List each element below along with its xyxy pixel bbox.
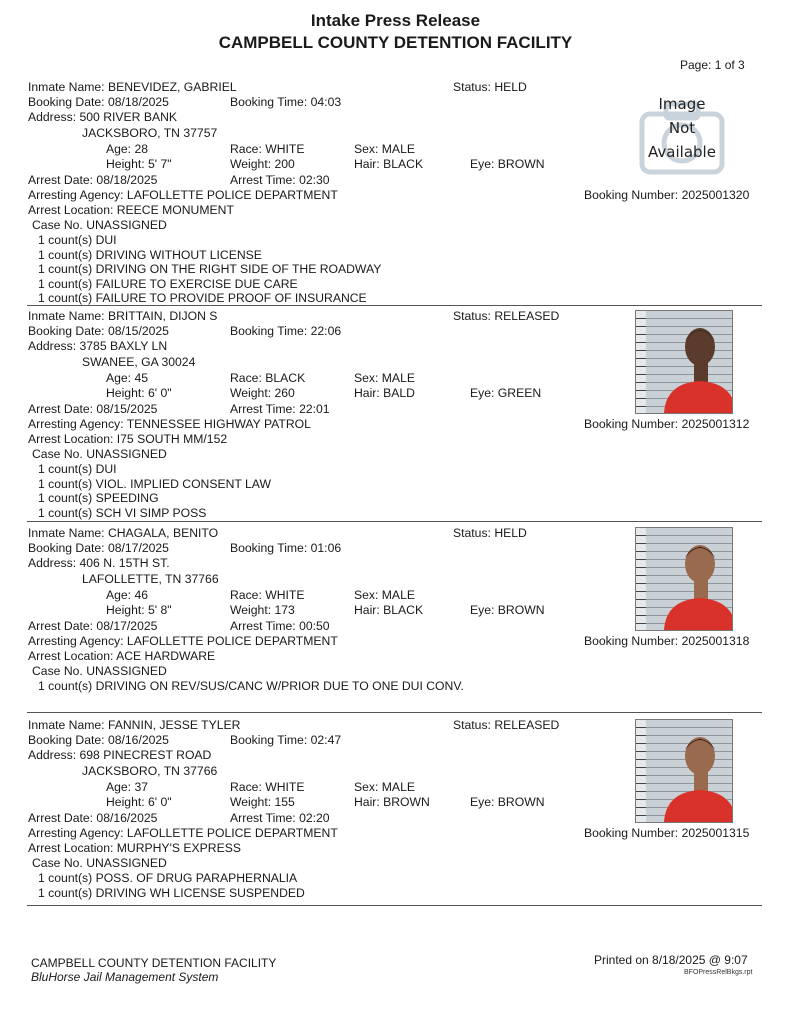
eye (470, 795, 545, 809)
age-label: Age: (106, 142, 132, 156)
arrest-time-value: 22:01 (299, 402, 330, 416)
race (230, 371, 305, 385)
arrest-date-label: Arrest Date: (28, 173, 94, 187)
height (106, 386, 172, 400)
arresting-agency-value: LAFOLLETTE POLICE DEPARTMENT (126, 188, 338, 202)
address-line-2: JACKSBORO, TN 37757 (82, 126, 218, 140)
charge-line: 1 count(s) DRIVING ON THE RIGHT SIDE OF THE ROADWAY (38, 262, 382, 276)
inmate-name (28, 526, 218, 540)
race-value: BLACK (265, 371, 306, 385)
booking-number-value: 2025001320 (681, 188, 750, 202)
record-separator (27, 521, 762, 522)
age (106, 588, 148, 602)
case-number-value: UNASSIGNED (86, 218, 167, 232)
hair-value: BLACK (383, 157, 424, 171)
status-label: Status: (453, 80, 491, 94)
arrest-location-label: Arrest Location: (28, 203, 114, 217)
arrest-time-label: Arrest Time: (230, 619, 296, 633)
booking-time-label: Booking Time: (230, 733, 308, 747)
race-value: WHITE (265, 780, 305, 794)
person-silhouette (636, 528, 732, 630)
arrest-time-label: Arrest Time: (230, 173, 296, 187)
arrest-location-label: Arrest Location: (28, 649, 114, 663)
address-label: Address: (28, 556, 77, 570)
booking-time (230, 95, 341, 109)
weight-label: Weight: (230, 386, 272, 400)
status (453, 309, 559, 323)
height (106, 603, 172, 617)
case-number-label: Case No. (32, 856, 83, 870)
charge-line: 1 count(s) SPEEDING (38, 491, 159, 505)
booking-time (230, 324, 341, 338)
arrest-date (28, 402, 157, 416)
arrest-location (28, 432, 227, 446)
arrest-date (28, 811, 157, 825)
height (106, 795, 172, 809)
booking-number-label: Booking Number: (584, 417, 679, 431)
eye-value: GREEN (497, 386, 542, 400)
hair-value: BALD (383, 386, 415, 400)
age (106, 142, 148, 156)
arrest-location-label: Arrest Location: (28, 841, 114, 855)
age-label: Age: (106, 780, 132, 794)
height-value: 5' 8" (148, 603, 172, 617)
charge-line: 1 count(s) DRIVING ON REV/SUS/CANC W/PRIOR DUE TO ONE DUI CONV. (38, 679, 464, 693)
status-label: Status: (453, 309, 491, 323)
height-value: 6' 0" (148, 386, 172, 400)
record-separator (27, 905, 762, 906)
eye (470, 603, 545, 617)
footer-facility: CAMPBELL COUNTY DETENTION FACILITY (31, 956, 277, 970)
sex (354, 142, 415, 156)
inmate-name-label: Inmate Name: (28, 718, 105, 732)
case-number (32, 856, 167, 870)
address-value: 698 PINECREST ROAD (79, 748, 212, 762)
case-number-value: UNASSIGNED (86, 664, 167, 678)
status-value: RELEASED (494, 309, 560, 323)
charge-line: 1 count(s) DRIVING WH LICENSE SUSPENDED (38, 885, 305, 900)
address-line-2: JACKSBORO, TN 37766 (82, 764, 218, 778)
weight-label: Weight: (230, 603, 272, 617)
charge-line: 1 count(s) DRIVING WITHOUT LICENSE (38, 247, 262, 262)
inmate-name-label: Inmate Name: (28, 80, 105, 94)
status (453, 718, 559, 732)
height-value: 5' 7" (148, 157, 172, 171)
case-number (32, 664, 167, 678)
arrest-time-label: Arrest Time: (230, 811, 296, 825)
booking-date (28, 95, 169, 109)
address-label: Address: (28, 748, 77, 762)
sex-label: Sex: (354, 780, 379, 794)
report-filename: BFOPressRelBkgs.rpt (684, 969, 753, 976)
hair-value: BLACK (383, 603, 424, 617)
arrest-date (28, 619, 157, 633)
eye-value: BROWN (497, 157, 545, 171)
arresting-agency-label: Arresting Agency: (28, 634, 124, 648)
address (28, 556, 170, 570)
age-label: Age: (106, 371, 132, 385)
image-not-available (634, 92, 730, 184)
inmate-name (28, 718, 240, 732)
arresting-agency-value: TENNESSEE HIGHWAY PATROL (126, 417, 311, 431)
case-number-value: UNASSIGNED (86, 447, 167, 461)
printed-timestamp: Printed on 8/18/2025 @ 9:07 (594, 953, 748, 967)
booking-number-label: Booking Number: (584, 826, 679, 840)
weight-label: Weight: (230, 157, 272, 171)
address-label: Address: (28, 110, 77, 124)
age-value: 46 (134, 588, 149, 602)
arrest-date-label: Arrest Date: (28, 811, 94, 825)
image-not-available-text: Not (668, 119, 696, 137)
arrest-date-value: 08/17/2025 (96, 619, 158, 633)
arrest-time-label: Arrest Time: (230, 402, 296, 416)
height-label: Height: (106, 386, 145, 400)
inmate-name-label: Inmate Name: (28, 309, 105, 323)
booking-date-label: Booking Date: (28, 95, 105, 109)
sex-value: MALE (381, 371, 415, 385)
weight (230, 157, 295, 171)
age-label: Age: (106, 588, 132, 602)
sex-value: MALE (381, 588, 415, 602)
weight-value: 260 (274, 386, 295, 400)
weight-value: 200 (274, 157, 295, 171)
eye-label: Eye: (470, 386, 495, 400)
weight (230, 603, 295, 617)
booking-date (28, 541, 169, 555)
sex (354, 780, 415, 794)
arrest-date-label: Arrest Date: (28, 402, 94, 416)
arrest-date-label: Arrest Date: (28, 619, 94, 633)
address-line-2: SWANEE, GA 30024 (82, 355, 196, 369)
booking-number-label: Booking Number: (584, 634, 679, 648)
age (106, 780, 148, 794)
eye (470, 157, 545, 171)
sex-label: Sex: (354, 588, 379, 602)
booking-time (230, 733, 341, 747)
race (230, 780, 305, 794)
image-not-available-text: Available (648, 143, 716, 161)
booking-number (584, 188, 749, 202)
charge-line: 1 count(s) FAILURE TO EXERCISE DUE CARE (38, 276, 298, 291)
arrest-time (230, 619, 330, 633)
case-number-label: Case No. (32, 218, 83, 232)
record-separator (27, 712, 762, 713)
status-label: Status: (453, 718, 491, 732)
hair (354, 603, 423, 617)
hair (354, 157, 423, 171)
hair (354, 386, 415, 400)
inmate-name-value: BENEVIDEZ, GABRIEL (107, 80, 237, 94)
eye (470, 386, 541, 400)
booking-date (28, 324, 169, 338)
arrest-date-value: 08/15/2025 (96, 402, 158, 416)
booking-time-label: Booking Time: (230, 95, 308, 109)
address-value: 500 RIVER BANK (79, 110, 178, 124)
eye-label: Eye: (470, 795, 495, 809)
arresting-agency-value: LAFOLLETTE POLICE DEPARTMENT (126, 634, 338, 648)
race-label: Race: (230, 371, 262, 385)
arrest-location-value: I75 SOUTH MM/152 (116, 432, 228, 446)
inmate-name-label: Inmate Name: (28, 526, 105, 540)
status-value: HELD (494, 526, 527, 540)
case-number-label: Case No. (32, 447, 83, 461)
arrest-location (28, 203, 234, 217)
height-label: Height: (106, 157, 145, 171)
booking-number-value: 2025001312 (681, 417, 750, 431)
address (28, 748, 211, 762)
booking-number-value: 2025001318 (681, 634, 750, 648)
booking-number (584, 417, 749, 431)
charge-line: 1 count(s) FAILURE TO PROVIDE PROOF OF INSURANCE (38, 291, 367, 305)
race-value: WHITE (265, 588, 305, 602)
arresting-agency-label: Arresting Agency: (28, 417, 124, 431)
race-label: Race: (230, 588, 262, 602)
inmate-name (28, 80, 237, 94)
status-label: Status: (453, 526, 491, 540)
booking-date-label: Booking Date: (28, 324, 105, 338)
address-line-2: LAFOLLETTE, TN 37766 (82, 572, 219, 586)
booking-time-value: 02:47 (310, 733, 342, 747)
eye-value: BROWN (497, 795, 545, 809)
arrest-time (230, 402, 330, 416)
arrest-time (230, 811, 330, 825)
arresting-agency (28, 188, 338, 202)
hair-label: Hair: (354, 603, 380, 617)
charge-line: 1 count(s) VIOL. IMPLIED CONSENT LAW (38, 476, 271, 491)
mugshot-photo (635, 527, 733, 631)
hair-label: Hair: (354, 795, 380, 809)
address-value: 3785 BAXLY LN (79, 339, 168, 353)
image-not-available-text: Image (658, 95, 706, 113)
arrest-date (28, 173, 157, 187)
race (230, 588, 305, 602)
mugshot-photo (635, 310, 733, 414)
address-label: Address: (28, 339, 77, 353)
sex-label: Sex: (354, 371, 379, 385)
case-number (32, 447, 167, 461)
booking-date (28, 733, 169, 747)
race-value: WHITE (265, 142, 305, 156)
eye-value: BROWN (497, 603, 545, 617)
inmate-name (28, 309, 217, 323)
arrest-date-value: 08/18/2025 (96, 173, 158, 187)
inmate-name-value: FANNIN, JESSE TYLER (107, 718, 241, 732)
facility-title: CAMPBELL COUNTY DETENTION FACILITY (218, 33, 573, 52)
address-value: 406 N. 15TH ST. (79, 556, 170, 570)
booking-date-value: 08/16/2025 (107, 733, 169, 747)
height-label: Height: (106, 603, 145, 617)
record-separator (27, 305, 762, 306)
footer-system: BluHorse Jail Management System (31, 970, 219, 984)
eye-label: Eye: (470, 157, 495, 171)
arresting-agency (28, 826, 338, 840)
inmate-name-value: CHAGALA, BENITO (107, 526, 219, 540)
inmate-name-value: BRITTAIN, DIJON S (107, 309, 218, 323)
booking-time-label: Booking Time: (230, 324, 308, 338)
booking-time-label: Booking Time: (230, 541, 308, 555)
sex-label: Sex: (354, 142, 379, 156)
race-label: Race: (230, 780, 262, 794)
age (106, 371, 148, 385)
sex (354, 371, 415, 385)
booking-time-value: 22:06 (310, 324, 342, 338)
arrest-time (230, 173, 330, 187)
charge-line: 1 count(s) SCH VI SIMP POSS (38, 505, 207, 520)
arrest-location-value: ACE HARDWARE (116, 649, 216, 663)
age-value: 37 (134, 780, 149, 794)
page-number: Page: 1 of 3 (680, 58, 745, 72)
age-value: 45 (134, 371, 149, 385)
status-value: RELEASED (494, 718, 560, 732)
arrest-date-value: 08/16/2025 (96, 811, 158, 825)
booking-time-value: 01:06 (310, 541, 342, 555)
booking-time-value: 04:03 (310, 95, 342, 109)
arrest-location (28, 841, 241, 855)
booking-number-label: Booking Number: (584, 188, 679, 202)
arrest-location-value: MURPHY'S EXPRESS (116, 841, 241, 855)
arrest-location-label: Arrest Location: (28, 432, 114, 446)
arresting-agency-label: Arresting Agency: (28, 188, 124, 202)
booking-date-value: 08/18/2025 (107, 95, 169, 109)
booking-date-value: 08/15/2025 (107, 324, 169, 338)
weight (230, 795, 295, 809)
race (230, 142, 305, 156)
booking-number (584, 826, 749, 840)
booking-date-label: Booking Date: (28, 541, 105, 555)
case-number-label: Case No. (32, 664, 83, 678)
sex-value: MALE (381, 142, 415, 156)
sex-value: MALE (381, 780, 415, 794)
race-label: Race: (230, 142, 262, 156)
charge-line: 1 count(s) DUI (38, 462, 117, 476)
hair-value: BROWN (383, 795, 430, 809)
arrest-location-value: REECE MONUMENT (116, 203, 234, 217)
hair-label: Hair: (354, 157, 380, 171)
weight-label: Weight: (230, 795, 272, 809)
eye-label: Eye: (470, 603, 495, 617)
booking-date-label: Booking Date: (28, 733, 105, 747)
arresting-agency (28, 634, 338, 648)
booking-time (230, 541, 341, 555)
address (28, 110, 177, 124)
booking-number (584, 634, 749, 648)
status (453, 80, 527, 94)
report-title: Intake Press Release (310, 11, 481, 30)
age-value: 28 (134, 142, 149, 156)
case-number (32, 218, 167, 232)
arrest-time-value: 02:30 (299, 173, 330, 187)
arresting-agency-value: LAFOLLETTE POLICE DEPARTMENT (126, 826, 338, 840)
status (453, 526, 527, 540)
person-silhouette (636, 311, 732, 413)
booking-number-value: 2025001315 (681, 826, 750, 840)
hair (354, 795, 430, 809)
case-number-value: UNASSIGNED (86, 856, 167, 870)
arresting-agency (28, 417, 311, 431)
mugshot-photo (635, 719, 733, 823)
charge-line: 1 count(s) DUI (38, 233, 117, 247)
height-label: Height: (106, 795, 145, 809)
charge-line: 1 count(s) POSS. OF DRUG PARAPHERNALIA (38, 871, 298, 885)
arrest-time-value: 02:20 (299, 811, 330, 825)
weight-value: 155 (274, 795, 295, 809)
hair-label: Hair: (354, 386, 380, 400)
height (106, 157, 172, 171)
booking-date-value: 08/17/2025 (107, 541, 169, 555)
arrest-location (28, 649, 215, 663)
arrest-time-value: 00:50 (299, 619, 330, 633)
person-silhouette (636, 720, 732, 822)
address (28, 339, 167, 353)
weight (230, 386, 295, 400)
weight-value: 173 (274, 603, 295, 617)
sex (354, 588, 415, 602)
status-value: HELD (494, 80, 527, 94)
height-value: 6' 0" (148, 795, 172, 809)
arresting-agency-label: Arresting Agency: (28, 826, 124, 840)
